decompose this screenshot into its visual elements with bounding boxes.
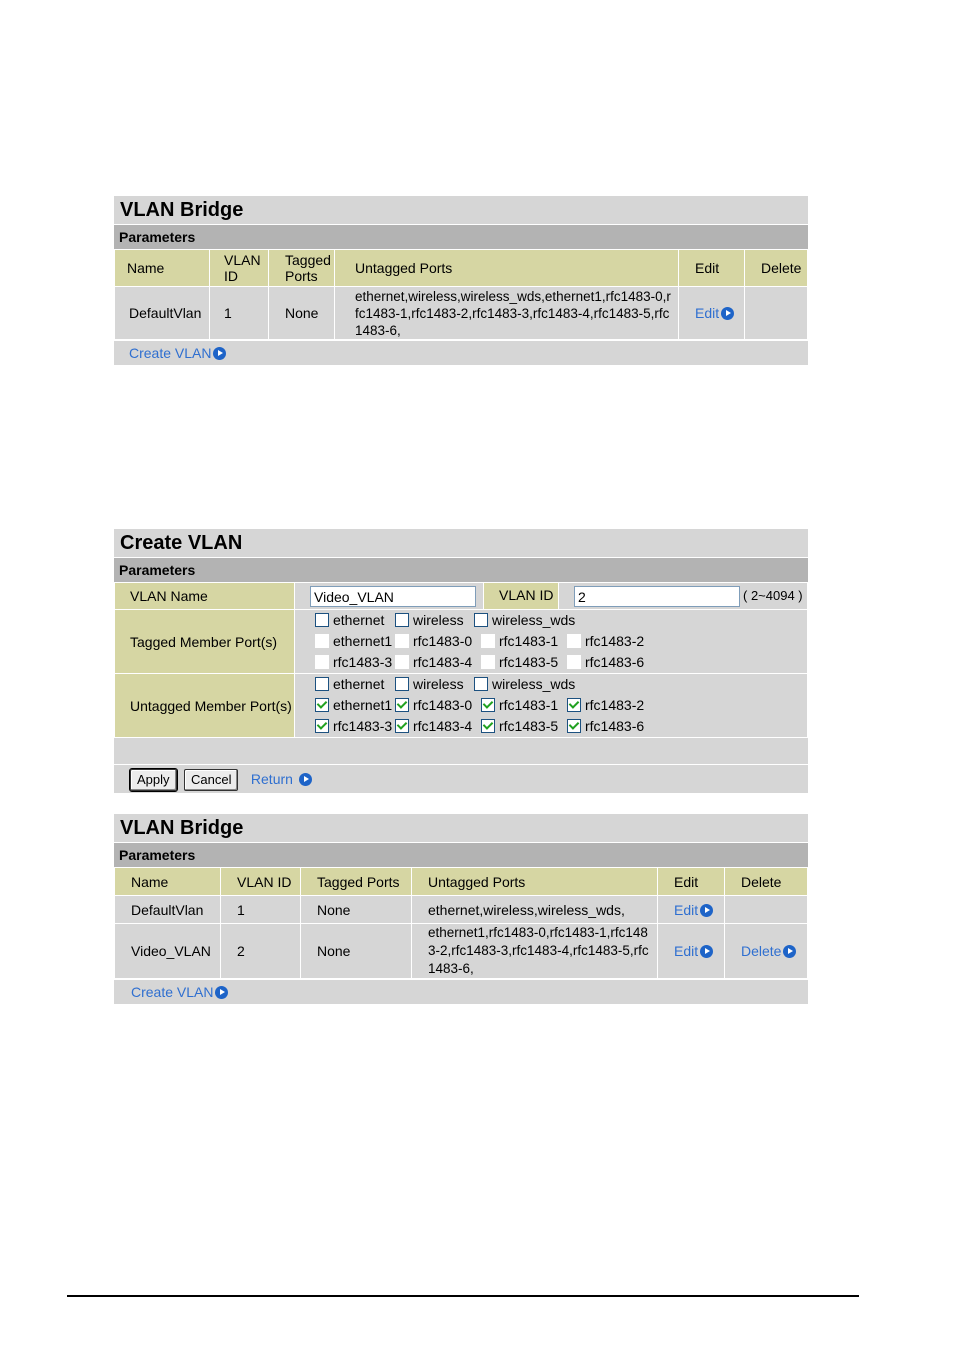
- port-line: [315, 610, 807, 631]
- arrow-right-icon: [299, 773, 312, 786]
- create-vlan-row: [114, 979, 808, 1004]
- cell-name: Video_VLAN: [115, 924, 221, 979]
- port-option: [481, 695, 566, 716]
- port-option: [481, 716, 566, 737]
- port-checkbox[interactable]: [315, 698, 329, 712]
- col-tagged: Tagged Ports: [301, 868, 412, 896]
- port-checkbox[interactable]: [315, 634, 329, 648]
- port-option: [315, 610, 392, 631]
- vlan-name-row: [115, 583, 808, 610]
- cell-edit: [679, 287, 745, 340]
- apply-button[interactable]: Apply: [130, 769, 177, 791]
- edit-link[interactable]: Edit: [674, 943, 713, 959]
- port-option: [315, 652, 400, 673]
- cell-untagged: ethernet,wireless,wireless_wds,: [412, 896, 658, 924]
- spacer-row: [114, 738, 808, 764]
- port-option: [395, 610, 472, 631]
- port-checkbox[interactable]: [395, 613, 409, 627]
- port-option: [315, 674, 392, 695]
- col-edit: Edit: [658, 868, 725, 896]
- tagged-ports-row: [115, 610, 808, 674]
- arrow-right-icon: [213, 347, 226, 360]
- untagged-port-list: [315, 674, 807, 737]
- port-label: wireless_wds: [492, 676, 576, 692]
- port-line: [315, 716, 807, 737]
- port-option: [474, 674, 583, 695]
- port-label: ethernet: [333, 676, 385, 692]
- port-label: rfc1483-5: [499, 718, 559, 734]
- cell-delete: [745, 287, 808, 340]
- cell-vlan-id: 1: [210, 287, 269, 340]
- edit-link[interactable]: Edit: [674, 902, 713, 918]
- cell-tagged: None: [301, 896, 412, 924]
- tagged-ports-label: Tagged Member Port(s): [115, 610, 295, 674]
- tagged-port-list: [315, 610, 807, 673]
- port-option: [315, 695, 400, 716]
- cell-edit: [658, 896, 725, 924]
- create-vlan-row: [114, 340, 808, 365]
- port-line: [315, 631, 807, 652]
- col-delete: Delete: [725, 868, 808, 896]
- col-vlan-id: VLAN ID: [221, 868, 301, 896]
- cell-name: DefaultVlan: [115, 287, 210, 340]
- port-checkbox[interactable]: [395, 634, 409, 648]
- port-line: [315, 695, 807, 716]
- port-option: [395, 631, 480, 652]
- port-checkbox[interactable]: [474, 677, 488, 691]
- arrow-right-icon: [215, 986, 228, 999]
- vlan-name-label: VLAN Name: [115, 583, 295, 610]
- arrow-right-icon: [721, 307, 734, 320]
- port-label: rfc1483-2: [585, 633, 645, 649]
- port-option: [567, 631, 652, 652]
- untagged-ports-row: [115, 674, 808, 738]
- port-label: ethernet: [333, 612, 385, 628]
- tagged-ports-group: [295, 610, 808, 674]
- port-label: rfc1483-4: [413, 718, 473, 734]
- vlan-table: [114, 867, 808, 979]
- col-edit: Edit: [679, 250, 745, 287]
- vlan-bridge-panel-1: [114, 196, 808, 365]
- panel-title: VLAN Bridge: [114, 814, 808, 843]
- cell-tagged: None: [269, 287, 335, 340]
- table-header-row: [115, 868, 808, 896]
- port-option: [474, 610, 583, 631]
- port-label: rfc1483-3: [333, 654, 393, 670]
- port-checkbox[interactable]: [481, 698, 495, 712]
- port-label: rfc1483-0: [413, 697, 473, 713]
- cell-vlan-id: 2: [221, 924, 301, 979]
- table-row: [115, 896, 808, 924]
- port-label: rfc1483-0: [413, 633, 473, 649]
- delete-link[interactable]: Delete: [741, 943, 796, 959]
- panel-title: VLAN Bridge: [114, 196, 808, 225]
- cell-delete: [725, 896, 808, 924]
- cancel-button[interactable]: Cancel: [184, 769, 238, 791]
- cell-untagged: ethernet1,rfc1483-0,rfc1483-1,rfc1483-2,rfc1483-3,rfc1483-4,rfc1483-5,rfc1483-6,: [412, 924, 658, 979]
- col-delete: Delete: [745, 250, 808, 287]
- port-checkbox[interactable]: [395, 655, 409, 669]
- port-checkbox[interactable]: [481, 655, 495, 669]
- port-checkbox[interactable]: [474, 613, 488, 627]
- port-checkbox[interactable]: [481, 719, 495, 733]
- port-checkbox[interactable]: [481, 634, 495, 648]
- port-label: wireless: [413, 612, 464, 628]
- port-option: [567, 695, 652, 716]
- cell-delete: [725, 924, 808, 979]
- cell-untagged: ethernet,wireless,wireless_wds,ethernet1,rfc1483-0,rfc1483-1,rfc1483-2,rfc1483-3,rfc1483-4,rfc1483-5,rfc1483-6,: [335, 287, 679, 340]
- port-checkbox[interactable]: [567, 719, 581, 733]
- edit-link[interactable]: Edit: [695, 305, 734, 321]
- port-line: [315, 652, 807, 673]
- port-label: wireless_wds: [492, 612, 576, 628]
- port-option: [395, 674, 472, 695]
- arrow-right-icon: [783, 945, 796, 958]
- col-name: Name: [115, 250, 210, 287]
- port-checkbox[interactable]: [395, 719, 409, 733]
- vlan-bridge-panel-2: [114, 814, 808, 1004]
- port-option: [395, 695, 480, 716]
- vlan-id-label-cell: [483, 583, 559, 609]
- port-checkbox[interactable]: [315, 613, 329, 627]
- panel-subtitle: Parameters: [114, 558, 808, 582]
- port-label: rfc1483-4: [413, 654, 473, 670]
- table-header-row: [115, 250, 808, 287]
- col-untagged: Untagged Ports: [412, 868, 658, 896]
- return-link[interactable]: Return: [251, 771, 312, 787]
- vlan-id-range: ( 2~4094 ): [743, 588, 803, 603]
- port-label: rfc1483-5: [499, 654, 559, 670]
- port-label: rfc1483-6: [585, 654, 645, 670]
- cell-tagged: None: [301, 924, 412, 979]
- col-untagged: Untagged Ports: [335, 250, 679, 287]
- panel-subtitle: Parameters: [114, 843, 808, 867]
- vlan-id-label: VLAN ID: [499, 587, 554, 603]
- port-option: [567, 716, 652, 737]
- create-vlan-panel: [114, 529, 808, 793]
- arrow-right-icon: [700, 945, 713, 958]
- port-label: wireless: [413, 676, 464, 692]
- arrow-right-icon: [700, 904, 713, 917]
- port-label: rfc1483-2: [585, 697, 645, 713]
- create-vlan-form: [114, 582, 808, 738]
- col-name: Name: [115, 868, 221, 896]
- port-checkbox[interactable]: [315, 677, 329, 691]
- vlan-name-input[interactable]: Video_VLAN: [310, 586, 476, 607]
- port-label: rfc1483-1: [499, 697, 559, 713]
- vlan-id-input[interactable]: 2: [574, 586, 740, 607]
- panel-subtitle: Parameters: [114, 225, 808, 249]
- cell-vlan-id: 1: [221, 896, 301, 924]
- page-footer-rule: [67, 1295, 859, 1297]
- table-row: [115, 924, 808, 979]
- panel-title: Create VLAN: [114, 529, 808, 558]
- port-label: rfc1483-3: [333, 718, 393, 734]
- port-checkbox[interactable]: [315, 655, 329, 669]
- port-option: [481, 631, 566, 652]
- create-vlan-link[interactable]: Create VLAN: [131, 984, 228, 1000]
- port-checkbox[interactable]: [567, 655, 581, 669]
- port-option: [567, 652, 652, 673]
- create-vlan-link[interactable]: Create VLAN: [129, 345, 226, 361]
- cell-edit: [658, 924, 725, 979]
- cell-name: DefaultVlan: [115, 896, 221, 924]
- port-option: [315, 631, 400, 652]
- button-row: [114, 764, 808, 793]
- vlan-table: [114, 249, 808, 340]
- port-checkbox[interactable]: [395, 677, 409, 691]
- untagged-ports-group: [295, 674, 808, 738]
- port-checkbox[interactable]: [567, 698, 581, 712]
- port-label: rfc1483-1: [499, 633, 559, 649]
- port-checkbox[interactable]: [567, 634, 581, 648]
- port-label: ethernet1: [333, 633, 393, 649]
- port-line: [315, 674, 807, 695]
- port-option: [395, 652, 480, 673]
- port-option: [481, 652, 566, 673]
- port-option: [315, 716, 400, 737]
- port-label: ethernet1: [333, 697, 393, 713]
- port-checkbox[interactable]: [315, 719, 329, 733]
- port-label: rfc1483-6: [585, 718, 645, 734]
- port-checkbox[interactable]: [395, 698, 409, 712]
- table-row: [115, 287, 808, 340]
- untagged-ports-label: Untagged Member Port(s): [115, 674, 295, 738]
- col-tagged: Tagged Ports: [269, 250, 335, 287]
- port-option: [395, 716, 480, 737]
- col-vlan-id: VLAN ID: [210, 250, 269, 287]
